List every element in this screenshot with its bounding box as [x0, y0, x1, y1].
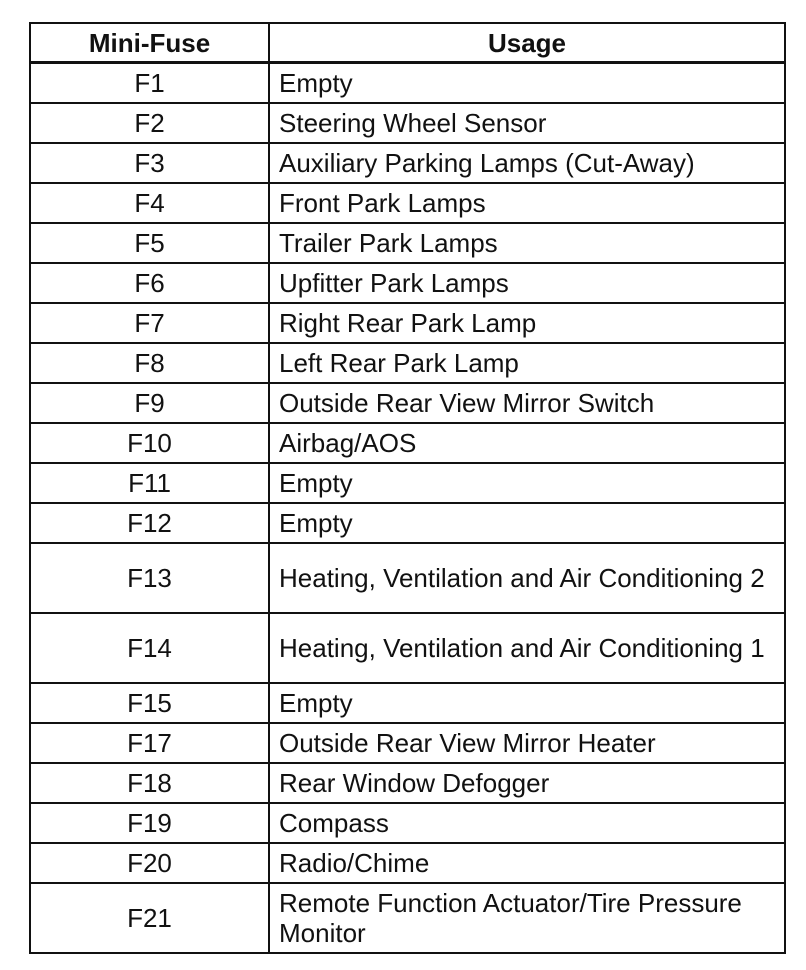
table-header-row: [30, 23, 785, 63]
usage-cell: Empty: [269, 63, 785, 104]
usage-cell: Steering Wheel Sensor: [269, 103, 785, 143]
table-row: [30, 763, 785, 803]
fuse-cell: F5: [30, 223, 269, 263]
fuse-cell: F1: [30, 63, 269, 104]
usage-cell: Heating, Ventilation and Air Conditioning 1: [269, 613, 785, 683]
table-row: [30, 263, 785, 303]
fuse-cell: F8: [30, 343, 269, 383]
usage-cell: Left Rear Park Lamp: [269, 343, 785, 383]
fuse-cell: F7: [30, 303, 269, 343]
fuse-cell: F12: [30, 503, 269, 543]
fuse-usage-table: [29, 22, 786, 954]
usage-cell: Right Rear Park Lamp: [269, 303, 785, 343]
table-row: [30, 383, 785, 423]
fuse-cell: F21: [30, 883, 269, 953]
table-row: [30, 423, 785, 463]
usage-cell: Empty: [269, 683, 785, 723]
table-row: [30, 803, 785, 843]
fuse-cell: F9: [30, 383, 269, 423]
table-row: [30, 683, 785, 723]
usage-cell: Empty: [269, 503, 785, 543]
usage-cell: Outside Rear View Mirror Switch: [269, 383, 785, 423]
fuse-cell: F17: [30, 723, 269, 763]
fuse-cell: F18: [30, 763, 269, 803]
usage-cell: Front Park Lamps: [269, 183, 785, 223]
table-row: [30, 143, 785, 183]
table-row: [30, 63, 785, 104]
table-row: [30, 843, 785, 883]
table-row: [30, 613, 785, 683]
fuse-cell: F13: [30, 543, 269, 613]
table-row: [30, 883, 785, 953]
fuse-cell: F4: [30, 183, 269, 223]
fuse-cell: F3: [30, 143, 269, 183]
table-row: [30, 543, 785, 613]
table-row: [30, 223, 785, 263]
fuse-cell: F10: [30, 423, 269, 463]
table-row: [30, 723, 785, 763]
header-usage: Usage: [269, 23, 785, 63]
table-row: [30, 103, 785, 143]
usage-cell: Heating, Ventilation and Air Conditioning 2: [269, 543, 785, 613]
usage-cell: Compass: [269, 803, 785, 843]
usage-cell: Rear Window Defogger: [269, 763, 785, 803]
usage-cell: Upfitter Park Lamps: [269, 263, 785, 303]
usage-cell: Outside Rear View Mirror Heater: [269, 723, 785, 763]
usage-cell: Airbag/AOS: [269, 423, 785, 463]
fuse-cell: F19: [30, 803, 269, 843]
usage-cell: Auxiliary Parking Lamps (Cut-Away): [269, 143, 785, 183]
usage-cell: Trailer Park Lamps: [269, 223, 785, 263]
table-row: [30, 183, 785, 223]
fuse-cell: F20: [30, 843, 269, 883]
usage-cell: Radio/Chime: [269, 843, 785, 883]
fuse-cell: F11: [30, 463, 269, 503]
fuse-cell: F15: [30, 683, 269, 723]
fuse-cell: F6: [30, 263, 269, 303]
table-row: [30, 503, 785, 543]
fuse-cell: F14: [30, 613, 269, 683]
fuse-cell: F2: [30, 103, 269, 143]
table-row: [30, 463, 785, 503]
table-row: [30, 303, 785, 343]
header-mini-fuse: Mini-Fuse: [30, 23, 269, 63]
usage-cell: Remote Function Actuator/Tire Pressure Monitor: [269, 883, 785, 953]
usage-cell: Empty: [269, 463, 785, 503]
table-row: [30, 343, 785, 383]
